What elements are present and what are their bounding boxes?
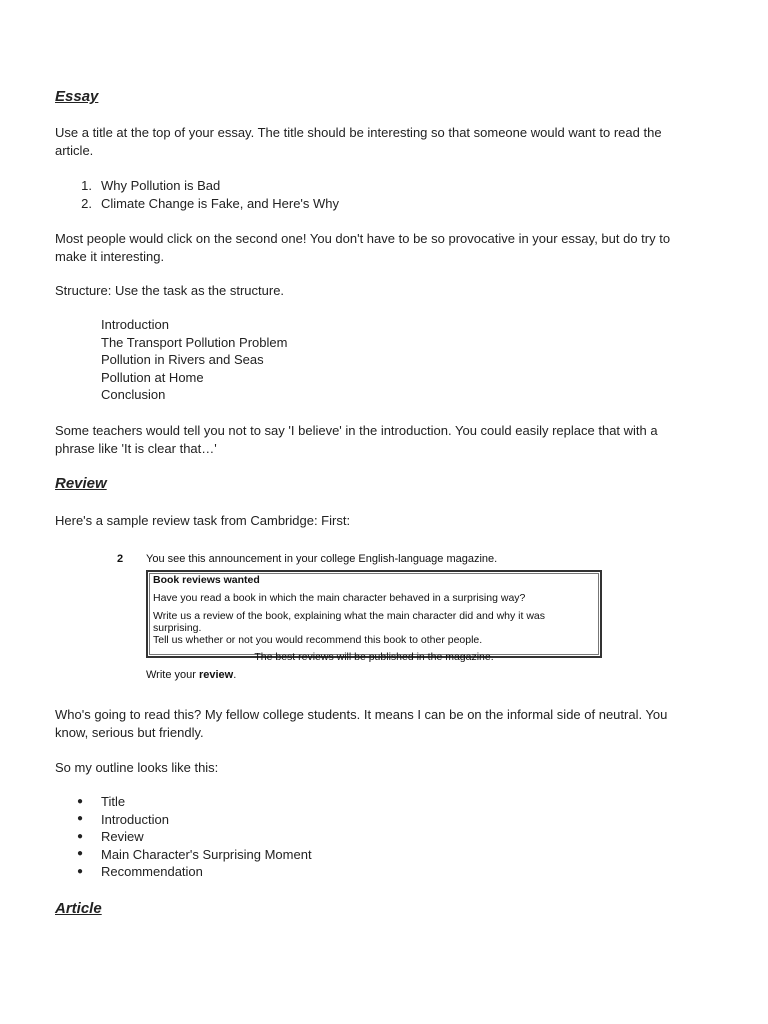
- task-intro: You see this announcement in your college English-language magazine.: [146, 553, 498, 565]
- task-write-prefix: Write your: [146, 669, 199, 681]
- bullet-icon: ●: [77, 795, 84, 807]
- announcement-footer: The best reviews will be published in the magazine.: [254, 651, 494, 663]
- list-item: Conclusion: [101, 387, 166, 403]
- list-item: Pollution at Home: [101, 369, 204, 385]
- essay-title-examples-list: [55, 177, 339, 212]
- essay-paragraph-title-advice: Use a title at the top of your essay. The title should be interesting so that someone would want to read the article.: [55, 125, 662, 158]
- list-item-text: Review: [101, 829, 144, 844]
- list-item-number: 1.: [81, 178, 92, 193]
- review-heading: Review: [55, 475, 107, 492]
- announcement-title: Book reviews wanted: [153, 574, 260, 586]
- task-write-bold: review: [198, 669, 234, 681]
- essay-paragraph-i-believe: Some teachers would tell you not to say 'I believe' in the introduction. You could easily replace that with a phrase like 'It is clear that…': [55, 423, 658, 456]
- list-item: [55, 811, 312, 829]
- review-paragraph-audience: Who's going to read this? My fellow college students. It means I can be on the informal side of neutral. You know, serious but friendly.: [55, 707, 668, 740]
- sample-task-figure: [116, 548, 610, 682]
- list-item-number: 2.: [81, 195, 92, 211]
- list-item: [55, 863, 312, 881]
- list-item: Pollution in Rivers and Seas: [101, 352, 264, 368]
- list-item-text: Title: [101, 794, 126, 809]
- task-number: 2: [117, 553, 124, 565]
- list-item-text: Main Character's Surprising Moment: [101, 846, 312, 862]
- article-heading: Article: [55, 900, 102, 917]
- bullet-icon: ●: [77, 813, 84, 825]
- bullet-icon: ●: [77, 865, 84, 877]
- list-item-text: Recommendation: [101, 864, 203, 879]
- list-item: [55, 846, 312, 864]
- list-item: Introduction: [101, 317, 169, 332]
- list-item: [55, 793, 312, 811]
- list-item-text: Climate Change is Fake, and Here's Why: [101, 195, 340, 211]
- list-item: [55, 195, 339, 213]
- essay-structure-label: Structure: Use the task as the structure.: [55, 283, 285, 298]
- list-item-text: Why Pollution is Bad: [101, 178, 221, 193]
- review-outline-label: So my outline looks like this:: [55, 760, 219, 775]
- list-item: [55, 177, 339, 195]
- task-write-suffix: .: [233, 669, 237, 681]
- announcement-question: Have you read a book in which the main character behaved in a surprising way?: [153, 592, 526, 604]
- bullet-icon: ●: [77, 830, 84, 842]
- list-item: [55, 828, 312, 846]
- bullet-icon: ●: [77, 848, 84, 860]
- list-item-text: Introduction: [101, 811, 169, 827]
- essay-structure-list: [101, 316, 287, 404]
- essay-heading: Essay: [55, 88, 99, 105]
- task-write-instruction: [146, 666, 236, 684]
- review-outline-list: [55, 793, 312, 881]
- essay-paragraph-provocative: Most people would click on the second one! You don't have to be so provocative in your essay, but do try to make it interesting.: [55, 231, 671, 264]
- review-intro: Here's a sample review task from Cambridge: First:: [55, 513, 351, 528]
- announcement-instruction: Write us a review of the book, explaining what the main character did and why it was surprising.: [153, 610, 546, 634]
- announcement-instruction: Tell us whether or not you would recommend this book to other people.: [153, 634, 483, 646]
- list-item: The Transport Pollution Problem: [101, 334, 288, 350]
- announcement-box: [146, 570, 602, 663]
